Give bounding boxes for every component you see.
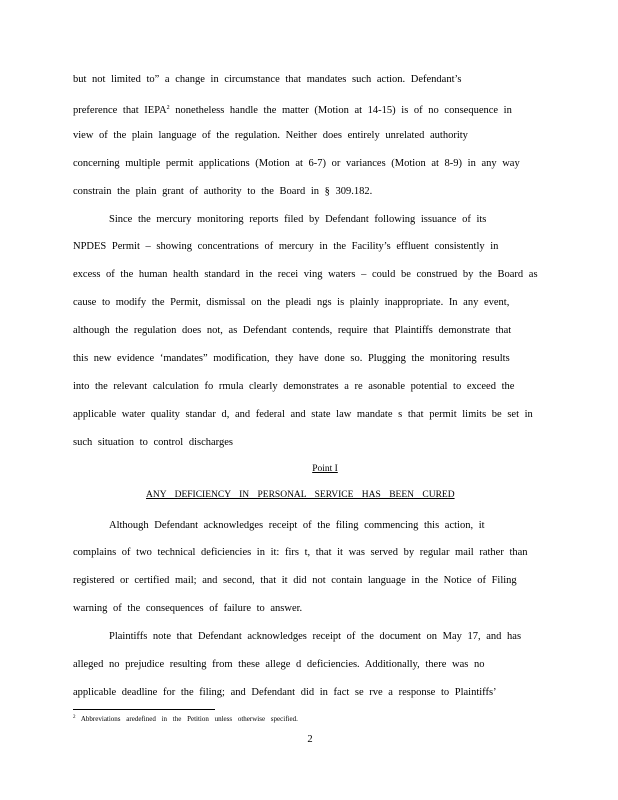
paragraph-1-line-1: but not limited to” a change in circumstance that mandates such action. Defendant’s <box>73 74 462 85</box>
paragraph-1-line-2-prefix: preference <box>73 105 118 116</box>
paragraph-4-line-1: Plaintiffs note that Defendant acknowledges receipt of the document on May 17, and has <box>109 631 522 642</box>
paragraph-3-line-2: complains of two technical deficiencies in it: firs t, that it was served by regular mail rather than <box>73 547 528 558</box>
paragraph-2-line-8: applicable water quality standar d, and federal and state law mandate s that permit limits be set in <box>73 409 533 420</box>
point-heading: Point I <box>312 464 338 474</box>
paragraph-2-line-6: this new evidence ‘mandates” modification, they have done so. Plugging the monitoring results <box>73 353 510 364</box>
paragraph-2-line-7: into the relevant calculation fo rmula clearly demonstrates a re asonable potential to exceed the <box>73 381 515 392</box>
paragraph-1-line-4: concerning multiple permit applications (Motion at 6-7) or variances (Motion at 8-9) in any way <box>73 158 520 169</box>
paragraph-2-line-5: although the regulation does not, as Defendant contends, require that Plaintiffs demonstrate that <box>73 325 512 336</box>
paragraph-1-line-3: view of the plain language of the regulation. Neither does entirely unrelated authority <box>73 130 468 141</box>
paragraph-4-line-3: applicable deadline for the filing; and Defendant did in fact se rve a response to Plaintiffs’ <box>73 687 497 698</box>
page-number: 2 <box>307 734 313 745</box>
paragraph-1-line-2 <box>73 101 543 118</box>
paragraph-2-line-1: Since the mercury monitoring reports filed by Defendant following issuance of its <box>109 214 487 225</box>
footnote-text: Abbreviations aredefined in the Petition unless otherwise specified. <box>80 715 298 723</box>
footnote-marker: 2 <box>73 715 76 720</box>
footnote-reference: 2 <box>166 105 170 111</box>
paragraph-1-line-2-text-a: that IEPA <box>122 105 167 116</box>
paragraph-3-line-1: Although Defendant acknowledges receipt of the filing commencing this action, it <box>109 520 485 531</box>
footnote <box>73 713 298 724</box>
paragraph-4-line-2: alleged no prejudice resulting from these allege d deficiencies. Additionally, there was no <box>73 659 485 670</box>
paragraph-3-line-3: registered or certified mail; and second, that it did not contain language in the Notice of Filing <box>73 575 517 586</box>
paragraph-1-line-2-text-b: nonetheless handle the matter (Motion at 14-15) is of no consequence in <box>169 105 512 116</box>
paragraph-2-line-3: excess of the human health standard in the recei ving waters – could be construed by the Board as <box>73 269 538 280</box>
paragraph-2-line-2: NPDES Permit – showing concentrations of mercury in the Facility’s effluent consistently in <box>73 241 499 252</box>
section-heading: ANY DEFICIENCY IN PERSONAL SERVICE HAS BEEN CURED <box>146 490 455 500</box>
footnote-separator <box>73 709 215 710</box>
paragraph-3-line-4: warning of the consequences of failure to answer. <box>73 603 303 614</box>
paragraph-1-line-5: constrain the plain grant of authority to the Board in § 309.182. <box>73 186 373 197</box>
paragraph-2-line-4: cause to modify the Permit, dismissal on the pleadi ngs is plainly inappropriate. In any event, <box>73 297 510 308</box>
paragraph-2-line-9: such situation to control discharges <box>73 437 233 448</box>
